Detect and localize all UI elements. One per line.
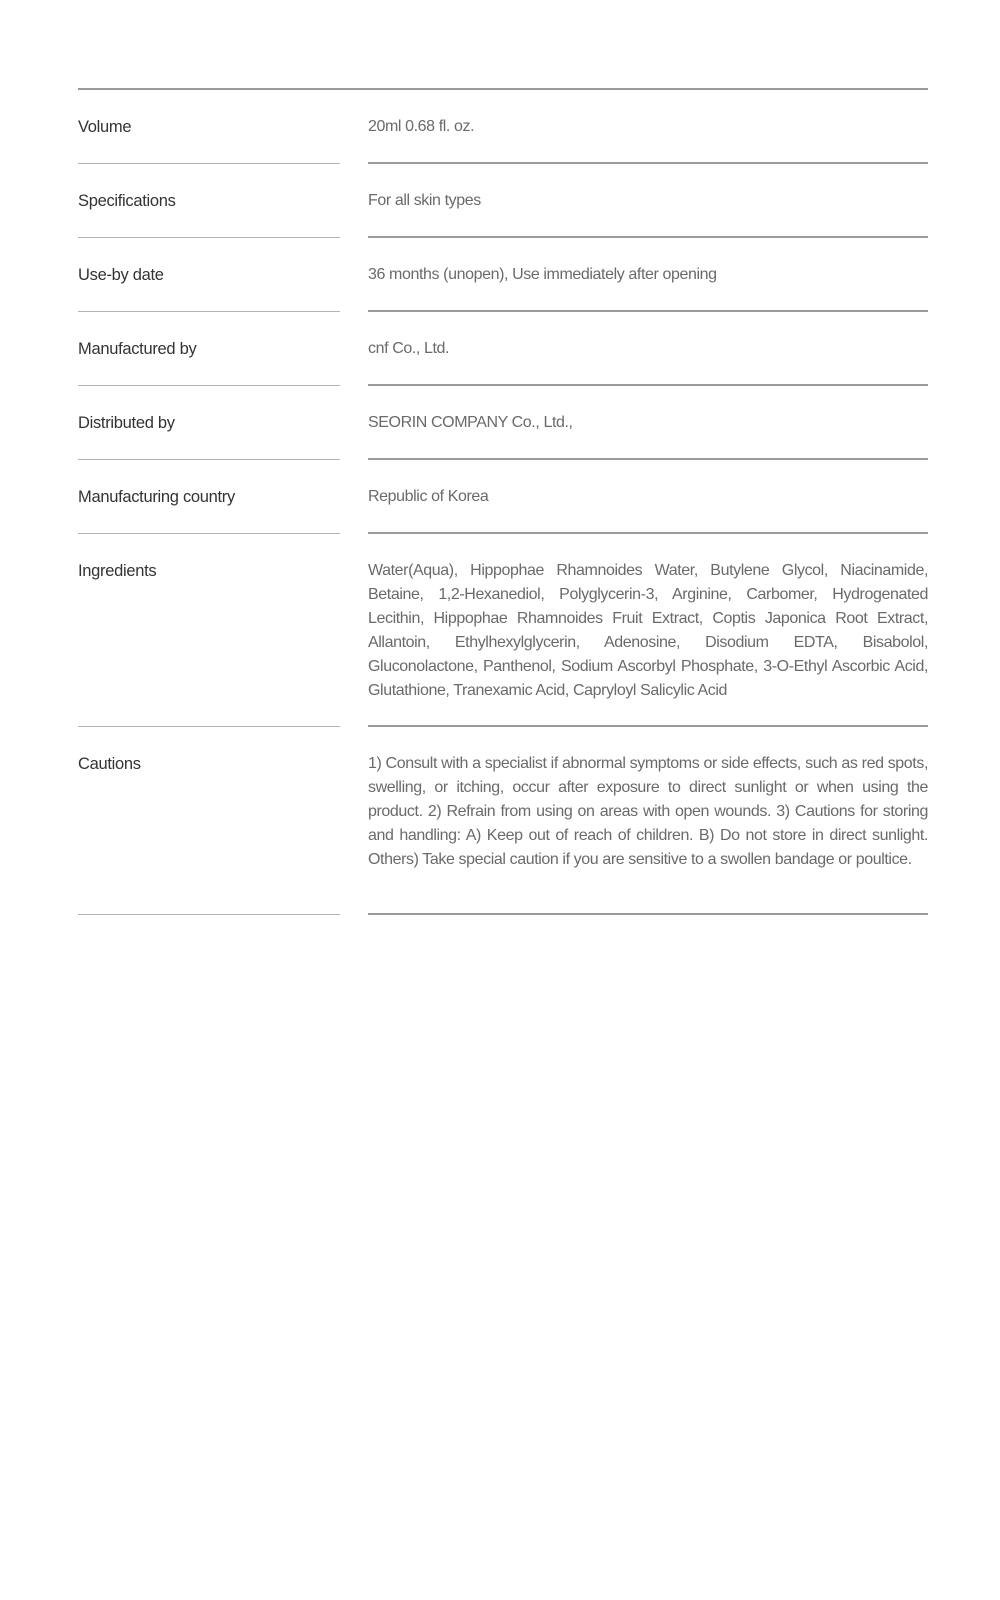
product-spec-table	[78, 88, 928, 915]
spec-row-manufacturing-country	[78, 460, 928, 534]
spec-label: Distributed by	[78, 386, 340, 460]
spec-row-ingredients	[78, 534, 928, 727]
spec-row-manufactured-by	[78, 312, 928, 386]
spec-row-distributed-by	[78, 386, 928, 460]
spec-value: 1) Consult with a specialist if abnormal symptoms or side effects, such as red spots, swelling, or itching, occur after exposure to direct sunlight or when using the product. 2) Refrain from using on areas with open wounds. 3) Cautions for storing and handling: A) Keep out of reach of children. B) Do not store in direct sunlight. Others) Take special caution if you are sensitive to a swollen bandage or poultice.	[368, 727, 928, 915]
spec-value: cnf Co., Ltd.	[368, 312, 928, 386]
spec-value: 20ml 0.68 fl. oz.	[368, 90, 928, 164]
spec-label: Cautions	[78, 727, 340, 915]
spec-label: Specifications	[78, 164, 340, 238]
spec-label: Use-by date	[78, 238, 340, 312]
spec-label: Ingredients	[78, 534, 340, 727]
spec-label: Manufactured by	[78, 312, 340, 386]
spec-row-cautions	[78, 727, 928, 915]
spec-label: Manufacturing country	[78, 460, 340, 534]
spec-row-volume	[78, 90, 928, 164]
spec-value: Republic of Korea	[368, 460, 928, 534]
spec-row-specifications	[78, 164, 928, 238]
spec-row-use-by-date	[78, 238, 928, 312]
spec-label: Volume	[78, 90, 340, 164]
spec-value: Water(Aqua), Hippophae Rhamnoides Water, Butylene Glycol, Niacinamide, Betaine, 1,2-Hexanediol, Polyglycerin-3, Arginine, Carbomer, Hydrogenated Lecithin, Hippophae Rhamnoides Fruit Extract, Coptis Japonica Root Extract, Allantoin, Ethylhexylglycerin, Adenosine, Disodium EDTA, Bisabolol, Gluconolactone, Panthenol, Sodium Ascorbyl Phosphate, 3-O-Ethyl Ascorbic Acid, Glutathione, Tranexamic Acid, Capryloyl Salicylic Acid	[368, 534, 928, 727]
spec-value: 36 months (unopen), Use immediately after opening	[368, 238, 928, 312]
spec-value: For all skin types	[368, 164, 928, 238]
spec-value: SEORIN COMPANY Co., Ltd.,	[368, 386, 928, 460]
